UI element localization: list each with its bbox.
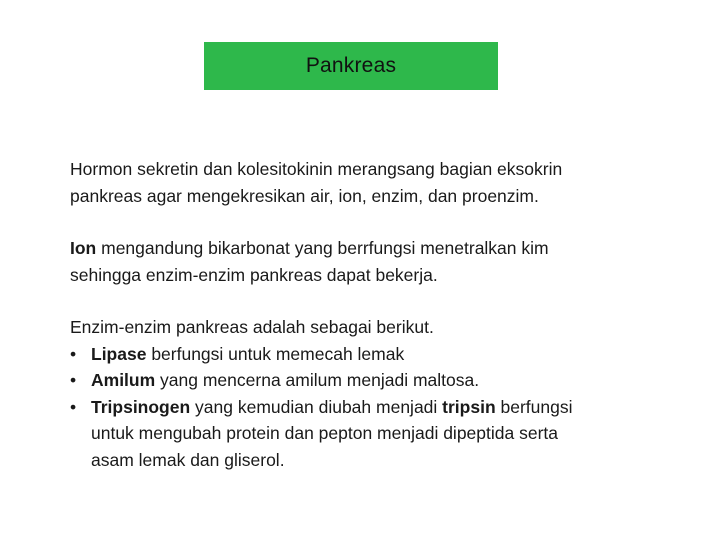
- paragraph-hormones: [70, 156, 670, 209]
- bold-term: tripsin: [442, 396, 496, 417]
- list-item-text: berfungsi untuk memecah lemak: [146, 343, 405, 364]
- list-item-text: berfungsi: [495, 396, 573, 417]
- list-item-text: asam lemak dan gliserol.: [91, 449, 285, 470]
- enzymes-intro: Enzim-enzim pankreas adalah sebagai berikut.: [70, 317, 434, 337]
- title-banner: [204, 42, 498, 90]
- paragraph-line: pankreas agar mengekresikan air, ion, enzim, dan proenzim.: [70, 185, 539, 206]
- bullet-icon: •: [70, 343, 77, 364]
- paragraph-text: mengandung bikarbonat yang berrfungsi menetralkan kim: [96, 238, 549, 258]
- paragraph-enzymes: [70, 314, 670, 473]
- bold-term: Tripsinogen: [91, 396, 191, 417]
- paragraph-line: [70, 235, 670, 262]
- slide-body: [70, 156, 670, 473]
- paragraph-line: sehingga enzim-enzim pankreas dapat bekerja.: [70, 264, 438, 285]
- list-item: [70, 394, 670, 474]
- list-item-text: yang kemudian diubah menjadi: [190, 396, 443, 417]
- list-item-text: untuk mengubah protein dan pepton menjadi dipeptida serta: [91, 423, 559, 443]
- enzyme-list: [70, 341, 670, 474]
- paragraph-line: Hormon sekretin dan kolesitokinin merangsang bagian eksokrin: [70, 159, 563, 179]
- paragraph-ion: [70, 235, 670, 288]
- list-item: [70, 367, 670, 394]
- list-item-text: yang mencerna amilum menjadi maltosa.: [155, 370, 480, 390]
- bold-term: Lipase: [91, 343, 147, 364]
- list-item: [70, 341, 670, 368]
- bullet-icon: •: [70, 396, 77, 417]
- page-title: Pankreas: [305, 54, 397, 77]
- bold-term-ion: Ion: [70, 238, 97, 258]
- bullet-icon: •: [70, 370, 77, 390]
- bold-term: Amilum: [91, 370, 156, 390]
